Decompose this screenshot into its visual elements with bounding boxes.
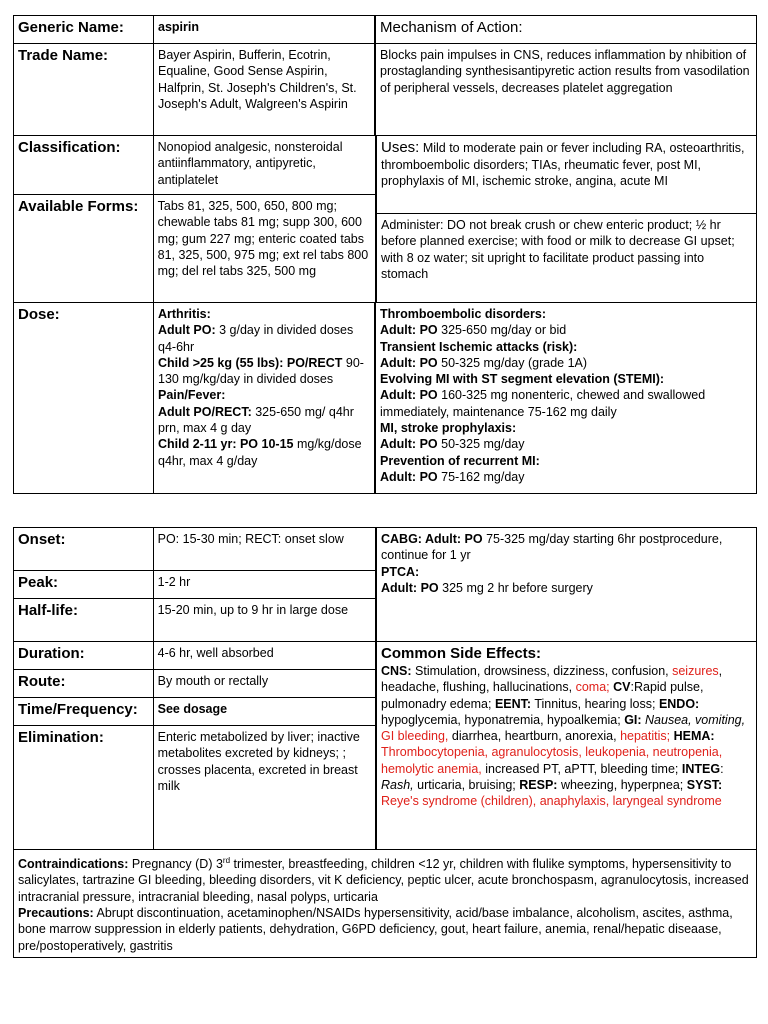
dose-left-line (158, 404, 370, 437)
dose-right-line (380, 322, 752, 338)
side-effect-segment: HEMA: (673, 729, 715, 744)
dose-right-line-text: 160-325 mg nonenteric, chewed and swallowed immediately, maintenance 75-162 mg daily (380, 388, 706, 419)
dose-right-line-heading: Transient Ischemic attacks (risk): (380, 339, 578, 354)
side-effect-segment: EENT: (494, 696, 532, 711)
dose-right-line-heading: Adult: PO (380, 388, 438, 403)
dose-right-line-text: 325-650 mg/day or bid (437, 323, 567, 338)
side-effect-segment: Stimulation, drowsiness, dizziness, confusion, (411, 664, 673, 678)
generic-name-label: Generic Name: (14, 16, 154, 43)
dose-row (13, 303, 757, 494)
contraindications-text-a: Pregnancy (D) 3 (128, 857, 223, 872)
trade-name-value: Bayer Aspirin, Bufferin, Ecotrin, Equaline, Good Sense Aspirin, Halfprin, St. Joseph's Children's, St. Joseph's Adult, Walgreen's Aspirin (154, 44, 376, 135)
dose-left-line-text: 90-130 mg/kg/day in divided doses (158, 355, 364, 387)
side-effect-segment: increased PT, aPTT, bleeding time; (481, 761, 682, 776)
side-effect-segment: Reye's syndrome (children), anaphylaxis, laryngeal syndrome (381, 794, 722, 809)
dose-left-line (158, 355, 370, 388)
side-effect-segment: :Rapid pulse, pulmonadry edema; (381, 680, 704, 711)
side-effects-box (377, 642, 756, 813)
uses-box (377, 136, 756, 214)
drug-card-top (13, 15, 757, 494)
side-effect-segment: seizures (672, 664, 719, 678)
cabg-line (381, 531, 752, 564)
dose-left-line-heading: Adult PO: (158, 323, 216, 338)
trade-name-label: Trade Name: (14, 44, 154, 135)
generic-name-row (13, 15, 757, 44)
pk-row (14, 571, 375, 599)
dose-right-line-heading: Adult: PO (380, 469, 438, 484)
pk-row (14, 698, 375, 726)
side-effect-segment: RESP: (519, 778, 558, 793)
dose-right-line-heading: Prevention of recurrent MI: (380, 453, 540, 468)
contraindications-label: Contraindications: (18, 857, 129, 872)
available-forms-value: Tabs 81, 325, 500, 650, 800 mg; chewable tabs 81 mg; supp 300, 600 mg; gum 227 mg; enteric coated tabs 81, 325, 500, 975 mg; ext rel tabs 800 mg; del rel tabs 325, 500 mg (157, 199, 369, 279)
dose-right-line (380, 436, 752, 452)
pk-row (14, 528, 375, 571)
pk-row-label: Time/Frequency: (14, 698, 154, 725)
side-effect-segment: coma; (575, 680, 610, 695)
side-effect-segment: Tinnitus, hearing loss; (531, 696, 659, 711)
dose-right-line (380, 355, 752, 371)
contraindications-sup: rd (222, 856, 231, 865)
dose-left-line-heading: Adult PO/RECT: (158, 404, 252, 419)
mechanism-label: Mechanism of Action: (380, 19, 523, 36)
pk-row (14, 599, 375, 642)
contraindications-text-b: trimester, breastfeeding, children <12 yr, children with flulike symptoms, hypersensitivity to salicylates, tartrazine GI bleeding, bleeding disorders, vit K deficiency, peptic ulcer, acute bronchospasm, agranulocytosis, increased intracranial pressure, intracranial bleeding, nasal polyps, urticaria (18, 857, 749, 904)
dose-right-line-text: 50-325 mg/day (grade 1A) (437, 355, 588, 370)
pk-row (14, 642, 375, 670)
classification-label: Classification: (14, 136, 154, 194)
dose-right-line (380, 387, 752, 420)
pk-row-value: 1-2 hr (157, 575, 191, 589)
dose-right-line-text: 75-162 mg/day (437, 469, 525, 484)
side-effect-segment: ENDO: (658, 696, 700, 711)
pk-row (14, 726, 375, 850)
drug-card-bottom (13, 527, 757, 958)
available-forms-label: Available Forms: (14, 195, 154, 302)
dose-right-line (380, 453, 752, 469)
side-effect-segment: : (720, 761, 724, 776)
dose-left-line-heading: Pain/Fever: (158, 388, 226, 403)
dose-left-line (158, 322, 370, 355)
generic-name-value: aspirin (154, 16, 376, 43)
mechanism-value: Blocks pain impulses in CNS, reduces inflammation by nhibition of prostaglanding synthesisantipyretic action results from vasodilation of peripheral vessels, decreases platelet aggregation (380, 48, 750, 95)
dose-right-line (380, 420, 752, 436)
classification-row (14, 136, 375, 195)
dose-left-line-text: 325-650 mg/ q4hr prn, max 4 g day (158, 404, 354, 436)
side-effect-segment: Rash, (381, 778, 414, 793)
pk-row-label: Duration: (14, 642, 154, 669)
side-effect-segment: GI bleeding, (381, 729, 449, 744)
dose-right-line (380, 469, 752, 485)
dose-right-line-heading: Evolving MI with ST segment elevation (STEMI): (380, 372, 665, 387)
uses-value: Mild to moderate pain or fever including RA, osteoarthritis, thromboembolic disorders; TIAs, rheumatic fever, post MI, prophylaxis of MI, ischemic stroke, angina, acute MI (381, 141, 745, 189)
dose-left-line-heading: Arthritis: (158, 307, 211, 321)
pk-row-value: 4-6 hr, well absorbed (157, 646, 274, 660)
side-effect-segment: Nausea, vomiting, (645, 712, 746, 727)
administer-box: Administer: DO not break crush or chew enteric product; ½ hr before planned exercise; with food or milk to decrease GI upset; with 8 oz water; sit upright to facilitate product passing into stomach (377, 214, 756, 303)
side-effect-segment: , headache, flushing, hallucinations, (381, 664, 723, 695)
dose-right-line (380, 339, 752, 355)
pk-row-value: 15-20 min, up to 9 hr in large dose (157, 603, 349, 617)
classification-block (13, 136, 757, 303)
dose-left-line-heading: Child 2-11 yr: PO 10-15 (158, 437, 294, 452)
precautions-label: Precautions: (18, 906, 94, 921)
cabg-line-text: 325 mg 2 hr before surgery (438, 580, 593, 595)
side-effect-segment: CNS: (381, 664, 412, 678)
side-effect-segment: CV (613, 680, 631, 695)
uses-label: Uses: (381, 139, 420, 156)
precautions-text: Abrupt discontinuation, acetaminophen/NSAIDs hypersensitivity, acid/base imbalance, alcoholism, ascites, asthma, bone marrow suppression in elderly patients, dehydration, G6PD deficiency, gout, heart failure, anemia, renal/hepatic diseaase, pre/postoperatively, gastritis (18, 906, 733, 953)
pk-row-label: Route: (14, 670, 154, 697)
side-effect-segment: GI: (624, 712, 642, 727)
dose-label: Dose: (14, 303, 154, 493)
cabg-line (381, 580, 752, 596)
side-effect-segment: SYST: (686, 778, 723, 793)
side-effect-segment: INTEG (681, 761, 721, 776)
cabg-line-heading: PTCA: (381, 564, 420, 579)
side-effect-segment: hypoglycemia, hyponatremia, hypoalkemia; (381, 712, 625, 727)
dose-left-line (158, 306, 370, 322)
classification-value: Nonopiod analgesic, nonsteroidal antiinflammatory, antipyretic, antiplatelet (157, 140, 343, 187)
pk-row-value: PO: 15-30 min; RECT: onset slow (157, 532, 344, 546)
pk-row-value: Enteric metabolized by liver; inactive metabolites excreted by kidneys; ; crosses placenta, excreted in breast milk (157, 730, 360, 793)
side-effects-label: Common Side Effects: (381, 645, 542, 662)
cabg-line-text: 75-325 mg/day starting 6hr postprocedure, continue for 1 yr (381, 532, 723, 563)
dose-right-line-heading: Adult: PO (380, 437, 438, 452)
side-effects-text (381, 663, 752, 810)
cabg-line-heading: CABG: Adult: PO (381, 532, 483, 546)
dose-right (376, 303, 756, 493)
dose-left-line-heading: Child >25 kg (55 lbs): PO/RECT (158, 355, 343, 370)
side-effect-segment: Thrombocytopenia, agranulocytosis, leukopenia, neutropenia, hemolytic anemia, (381, 745, 723, 776)
pharmacokinetics-rows (14, 528, 375, 849)
dose-right-line-heading: Adult: PO (380, 355, 438, 370)
cabg-box (377, 528, 756, 642)
dose-right-line-text: 50-325 mg/day (437, 437, 525, 452)
pk-row (14, 670, 375, 698)
dose-right-line-heading: Adult: PO (380, 323, 438, 338)
dose-right-line (380, 306, 752, 322)
pk-row-value: See dosage (157, 702, 228, 716)
pk-row-value: By mouth or rectally (157, 674, 269, 688)
contraindications-box (13, 850, 757, 958)
dose-right-line-heading: MI, stroke prophylaxis: (380, 421, 517, 436)
side-effect-segment: hepatitis; (620, 729, 671, 744)
available-forms-row (14, 195, 375, 303)
side-effect-segment: wheezing, hyperpnea; (557, 778, 687, 793)
trade-name-row (13, 44, 757, 136)
pk-row-label: Onset: (14, 528, 154, 570)
pk-row-label: Elimination: (14, 726, 154, 850)
dose-left-line (158, 436, 370, 469)
cabg-line (381, 564, 752, 580)
side-effect-segment: diarrhea, heartburn, anorexia, (448, 729, 621, 744)
dose-left (154, 303, 376, 493)
dose-left-line-text: mg/kg/dose q4hr, max 4 g/day (158, 437, 362, 468)
pharmacokinetics-block (13, 527, 757, 850)
dose-right-line (380, 371, 752, 387)
pk-row-label: Peak: (14, 571, 154, 598)
side-effect-segment: urticaria, bruising; (413, 778, 520, 793)
cabg-line-heading: Adult: PO (381, 580, 439, 595)
dose-left-line (158, 387, 370, 403)
pk-row-label: Half-life: (14, 599, 154, 641)
dose-right-line-heading: Thromboembolic disorders: (380, 307, 546, 321)
dose-left-line-text: 3 g/day in divided doses q4-6hr (158, 323, 354, 354)
